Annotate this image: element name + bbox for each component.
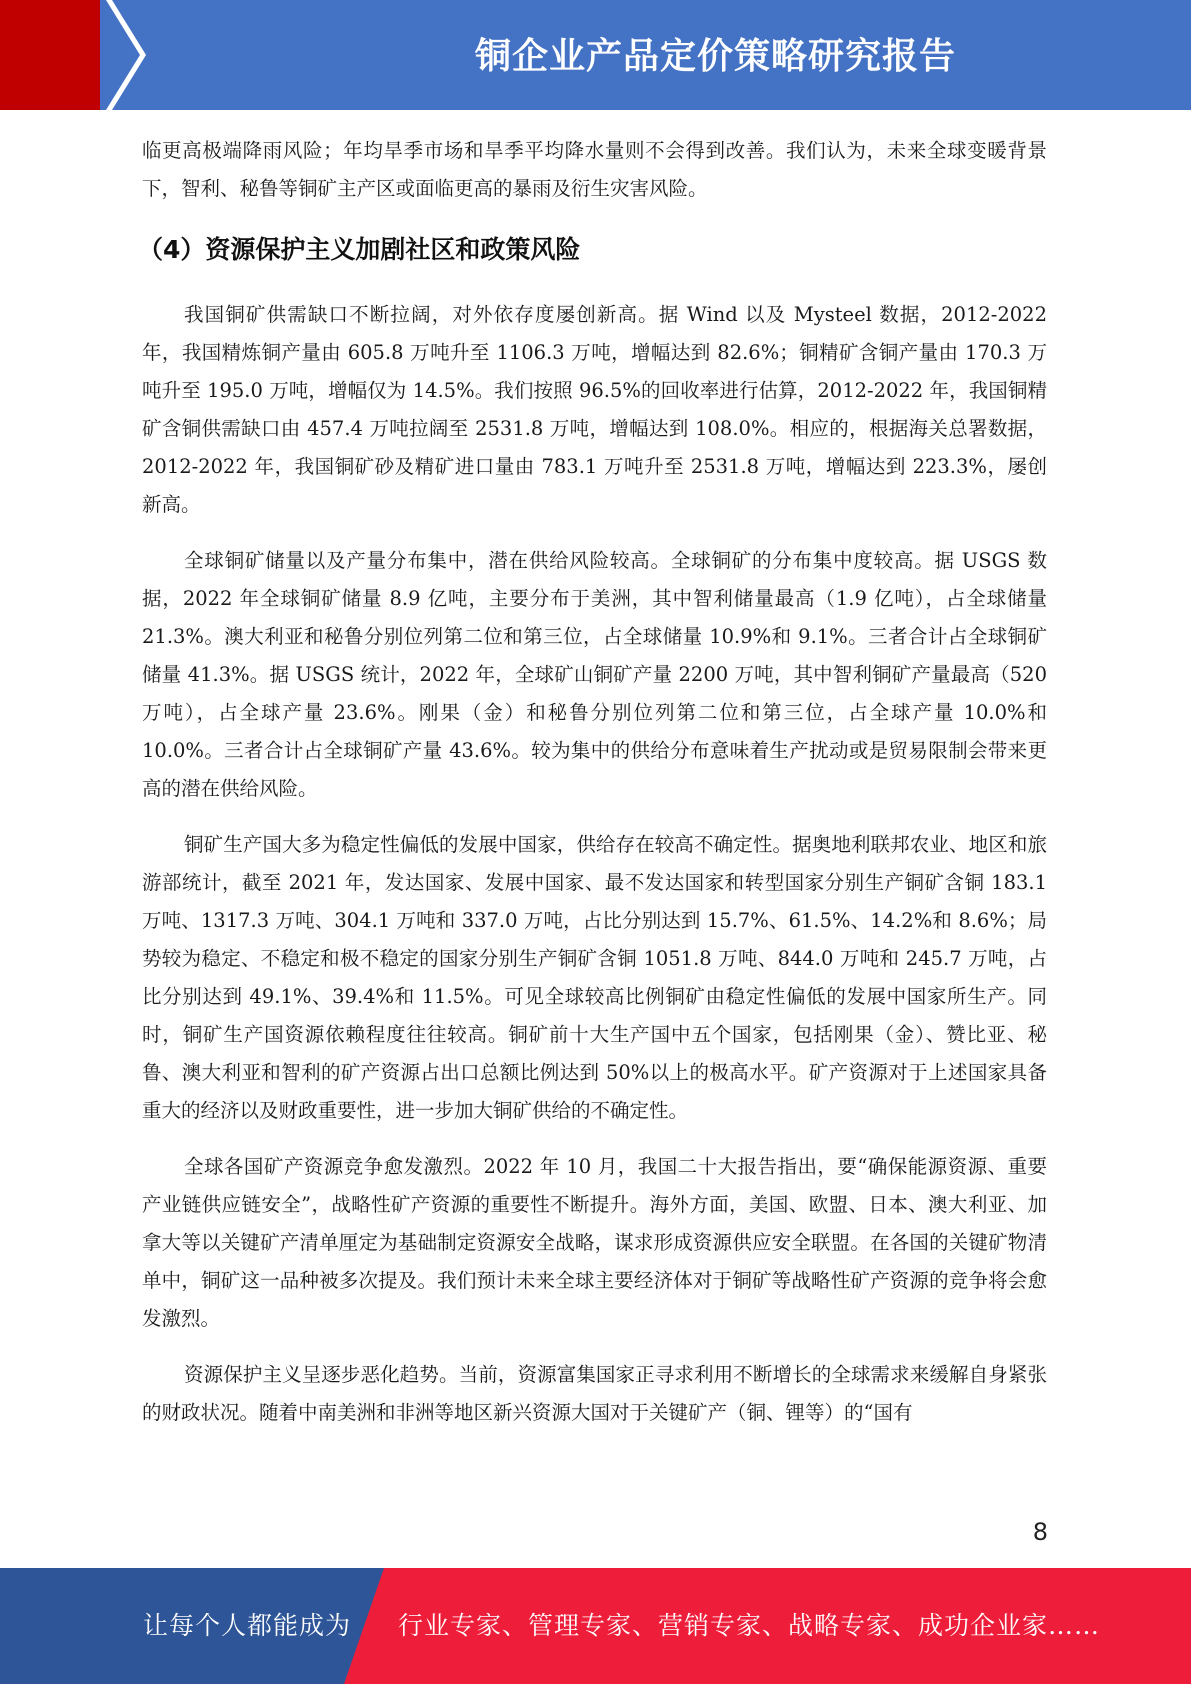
- paragraph-reserve-concentration: 全球铜矿储量以及产量分布集中，潜在供给风险较高。全球铜矿的分布集中度较高。据 USGS 数据，2022 年全球铜矿储量 8.9 亿吨，主要分布于美洲，其中智利储量最高（1.9 亿吨），占全球储量 21.3%。澳大利亚和秘鲁分别位列第二位和第三位，占全球储量 10.9%和 9.1%。三者合计占全球铜矿储量 41.3%。据 USGS 统计，2022 年，全球矿山铜矿产量 2200 万吨，其中智利铜矿产量最高（520 万吨），占全球产量 23.6%。刚果（金）和秘鲁分别位列第二位和第三位，占全球产量 10.0%和 10.0%。三者合计占全球铜矿产量 43.6%。较为集中的供给分布意味着生产扰动或是贸易限制会带来更高的潜在供给风险。: [142, 549, 1047, 800]
- main-content: [138, 132, 1047, 1450]
- paragraph-resource-competition: 全球各国矿产资源竞争愈发激烈。2022 年 10 月，我国二十大报告指出，要“确保能源资源、重要产业链供应链安全”，战略性矿产资源的重要性不断提升。海外方面，美国、欧盟、日本、澳大利亚、加拿大等以关键矿产清单厘定为基础制定资源安全战略，谋求形成资源供应安全联盟。在各国的关键矿物清单中，铜矿这一品种被多次提及。我们预计未来全球主要经济体对于铜矿等战略性矿产资源的竞争将会愈发激烈。: [142, 1155, 1047, 1330]
- section-heading: （4）资源保护主义加剧社区和政策风险: [138, 235, 581, 264]
- report-title: 铜企业产品定价策略研究报告: [474, 36, 956, 77]
- paragraph-producer-stability: 铜矿生产国大多为稳定性偏低的发展中国家，供给存在较高不确定性。据奥地利联邦农业、地区和旅游部统计，截至 2021 年，发达国家、发展中国家、最不发达国家和转型国家分别生产铜矿含铜 183.1 万吨、1317.3 万吨、304.1 万吨和 337.0 万吨，占比分别达到 15.7%、61.5%、14.2%和 8.6%；局势较为稳定、不稳定和极不稳定的国家分别生产铜矿含铜 1051.8 万吨、844.0 万吨和 245.7 万吨，占比分别达到 49.1%、39.4%和 11.5%。可见全球较高比例铜矿由稳定性偏低的发展中国家所生产。同时，铜矿生产国资源依赖程度往往较高。铜矿前十大生产国中五个国家，包括刚果（金）、赞比亚、秘鲁、澳大利亚和智利的矿产资源占出口总额比例达到 50%以上的极高水平。矿产资源对于上述国家具备重大的经济以及财政重要性，进一步加大铜矿供给的不确定性。: [142, 833, 1047, 1122]
- paragraph-resource-protectionism: 资源保护主义呈逐步恶化趋势。当前，资源富集国家正寻求利用不断增长的全球需求来缓解自身紧张的财政状况。随着中南美洲和非洲等地区新兴资源大国对于关键矿产（铜、锂等）的“国有: [142, 1363, 1047, 1424]
- paragraph-continued: 临更高极端降雨风险；年均旱季市场和旱季平均降水量则不会得到改善。我们认为，未来全球变暖背景下，智利、秘鲁等铜矿主产区或面临更高的暴雨及衍生灾害风险。: [142, 139, 1047, 200]
- footer-slogan-right: 行业专家、管理专家、营销专家、战略专家、成功企业家……: [398, 1611, 1101, 1640]
- paragraph-supply-gap: 我国铜矿供需缺口不断拉阔，对外依存度屡创新高。据 Wind 以及 Mysteel 数据，2012-2022 年，我国精炼铜产量由 605.8 万吨升至 1106.3 万吨，增幅达到 82.6%；铜精矿含铜产量由 170.3 万吨升至 195.0 万吨，增幅仅为 14.5%。我们按照 96.5%的回收率进行估算，2012-2022 年，我国铜精矿含铜供需缺口由 457.4 万吨拉阔至 2531.8 万吨，增幅达到 108.0%。相应的，根据海关总署数据，2012-2022 年，我国铜矿砂及精矿进口量由 783.1 万吨升至 2531.8 万吨，增幅达到 223.3%，屡创新高。: [142, 303, 1047, 516]
- page-number: 8: [1032, 1518, 1048, 1546]
- page-footer: [0, 1568, 1191, 1684]
- page-header: [0, 0, 1191, 110]
- footer-slogan-left: 让每个人都能成为: [143, 1611, 352, 1640]
